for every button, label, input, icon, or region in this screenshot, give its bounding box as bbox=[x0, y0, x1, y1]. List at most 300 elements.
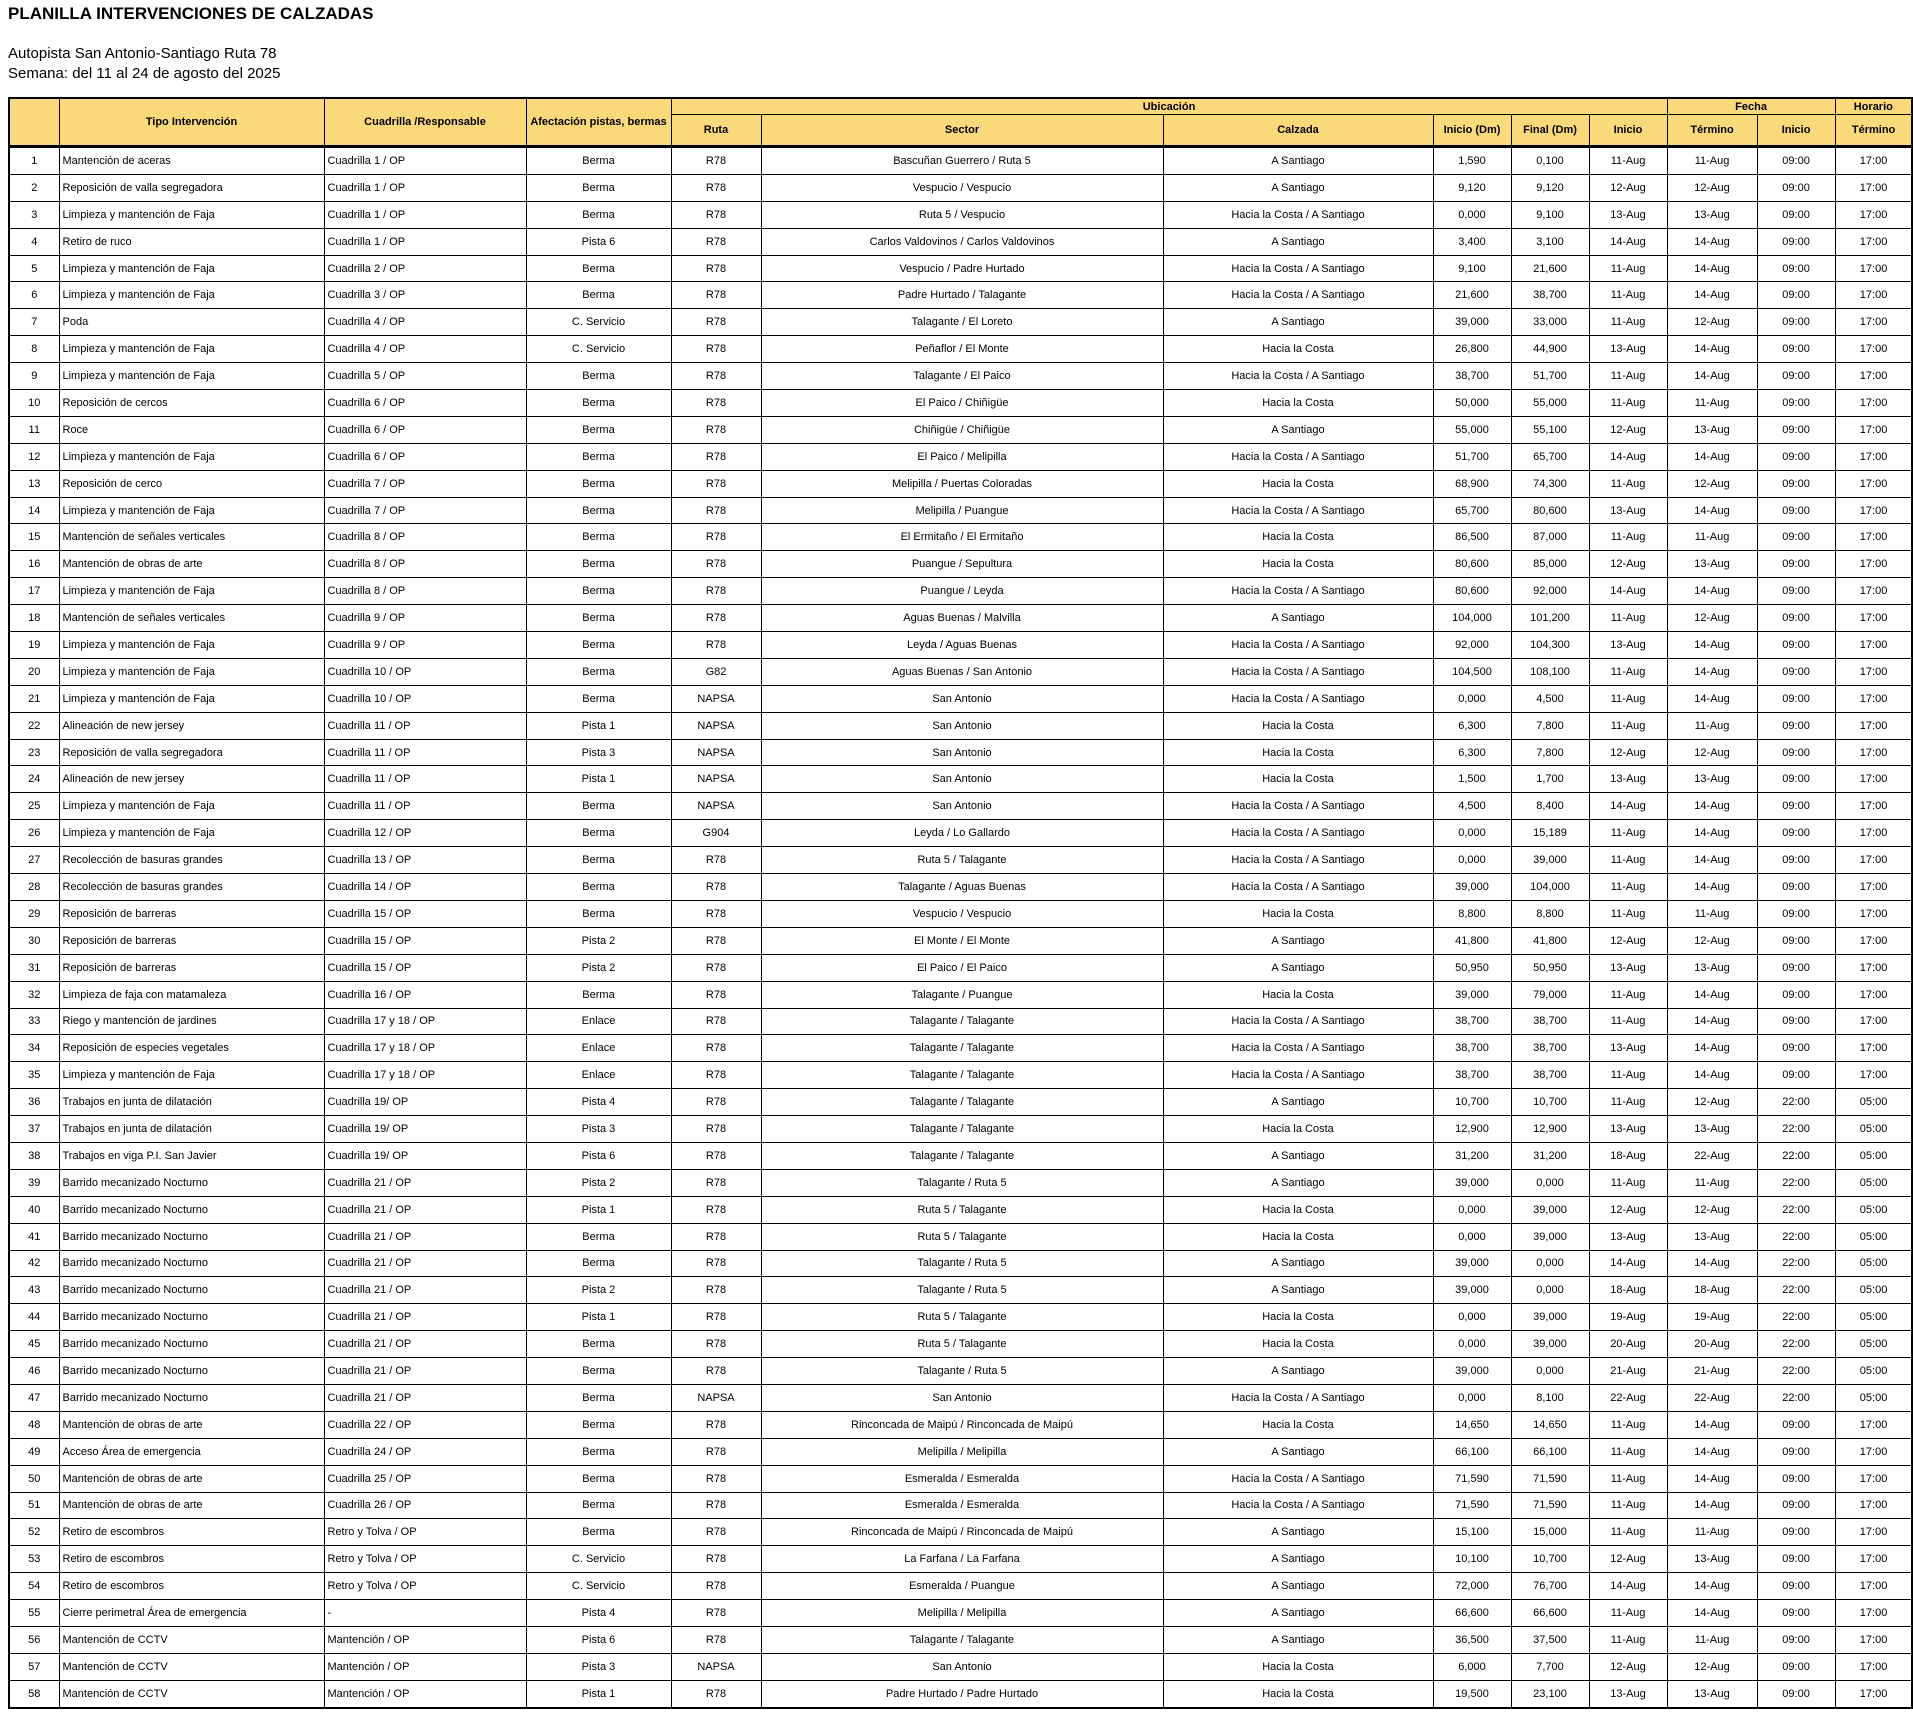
cell-ruta: R78 bbox=[671, 336, 761, 363]
table-row bbox=[9, 1384, 1912, 1411]
cell-sector: El Ermitaño / El Ermitaño bbox=[761, 524, 1163, 551]
cell-afectacion: Berma bbox=[526, 1519, 671, 1546]
cell-afectacion: C. Servicio bbox=[526, 1546, 671, 1573]
cell-row-number: 8 bbox=[9, 336, 59, 363]
cell-ruta: R78 bbox=[671, 1169, 761, 1196]
cell-fecha-inicio: 11-Aug bbox=[1589, 363, 1667, 390]
header-tipo-intervencion: Tipo Intervención bbox=[59, 98, 324, 147]
cell-row-number: 27 bbox=[9, 847, 59, 874]
cell-calzada: A Santiago bbox=[1163, 1358, 1433, 1385]
cell-hora-termino: 17:00 bbox=[1835, 147, 1912, 175]
cell-inicio-dm: 1,500 bbox=[1433, 766, 1511, 793]
cell-inicio-dm: 0,000 bbox=[1433, 685, 1511, 712]
cell-fecha-termino: 14-Aug bbox=[1667, 685, 1757, 712]
cell-ruta: R78 bbox=[671, 282, 761, 309]
page-subtitle-week: Semana: del 11 al 24 de agosto del 2025 bbox=[8, 65, 281, 82]
cell-row-number: 43 bbox=[9, 1277, 59, 1304]
cell-fecha-termino: 12-Aug bbox=[1667, 1196, 1757, 1223]
cell-hora-inicio: 09:00 bbox=[1757, 1600, 1835, 1627]
cell-fecha-inicio: 11-Aug bbox=[1589, 1465, 1667, 1492]
cell-ruta: R78 bbox=[671, 1008, 761, 1035]
cell-calzada: A Santiago bbox=[1163, 1546, 1433, 1573]
cell-inicio-dm: 39,000 bbox=[1433, 1358, 1511, 1385]
cell-final-dm: 108,100 bbox=[1511, 658, 1589, 685]
table-row bbox=[9, 1492, 1912, 1519]
cell-cuadrilla: - bbox=[324, 1600, 526, 1627]
cell-hora-termino: 17:00 bbox=[1835, 309, 1912, 336]
cell-inicio-dm: 38,700 bbox=[1433, 1008, 1511, 1035]
cell-inicio-dm: 12,900 bbox=[1433, 1116, 1511, 1143]
cell-cuadrilla: Cuadrilla 19/ OP bbox=[324, 1089, 526, 1116]
cell-tipo-intervencion: Mantención de obras de arte bbox=[59, 1465, 324, 1492]
cell-hora-termino: 17:00 bbox=[1835, 1519, 1912, 1546]
cell-fecha-termino: 12-Aug bbox=[1667, 927, 1757, 954]
cell-sector: San Antonio bbox=[761, 1653, 1163, 1680]
cell-final-dm: 38,700 bbox=[1511, 1062, 1589, 1089]
cell-hora-termino: 05:00 bbox=[1835, 1142, 1912, 1169]
header-fecha-inicio: Inicio bbox=[1589, 115, 1667, 147]
table-row bbox=[9, 900, 1912, 927]
cell-sector: Leyda / Aguas Buenas bbox=[761, 632, 1163, 659]
cell-tipo-intervencion: Mantención de obras de arte bbox=[59, 551, 324, 578]
header-cuadrilla: Cuadrilla /Responsable bbox=[324, 98, 526, 147]
cell-hora-termino: 17:00 bbox=[1835, 524, 1912, 551]
header-ruta: Ruta bbox=[671, 115, 761, 147]
cell-final-dm: 37,500 bbox=[1511, 1626, 1589, 1653]
cell-fecha-termino: 12-Aug bbox=[1667, 309, 1757, 336]
cell-afectacion: Berma bbox=[526, 551, 671, 578]
cell-cuadrilla: Cuadrilla 5 / OP bbox=[324, 363, 526, 390]
cell-sector: Padre Hurtado / Padre Hurtado bbox=[761, 1680, 1163, 1707]
cell-hora-inicio: 22:00 bbox=[1757, 1116, 1835, 1143]
cell-row-number: 44 bbox=[9, 1304, 59, 1331]
cell-calzada: A Santiago bbox=[1163, 1600, 1433, 1627]
table-row bbox=[9, 766, 1912, 793]
cell-cuadrilla: Cuadrilla 15 / OP bbox=[324, 927, 526, 954]
table-row bbox=[9, 1680, 1912, 1707]
cell-row-number: 11 bbox=[9, 416, 59, 443]
cell-tipo-intervencion: Barrido mecanizado Nocturno bbox=[59, 1358, 324, 1385]
cell-row-number: 30 bbox=[9, 927, 59, 954]
cell-ruta: NAPSA bbox=[671, 712, 761, 739]
table-row bbox=[9, 981, 1912, 1008]
table-row bbox=[9, 685, 1912, 712]
table-row bbox=[9, 1411, 1912, 1438]
cell-calzada: Hacia la Costa / A Santiago bbox=[1163, 282, 1433, 309]
cell-calzada: Hacia la Costa / A Santiago bbox=[1163, 363, 1433, 390]
cell-row-number: 41 bbox=[9, 1223, 59, 1250]
cell-fecha-termino: 11-Aug bbox=[1667, 390, 1757, 417]
cell-ruta: R78 bbox=[671, 255, 761, 282]
cell-final-dm: 0,000 bbox=[1511, 1358, 1589, 1385]
cell-tipo-intervencion: Barrido mecanizado Nocturno bbox=[59, 1304, 324, 1331]
cell-hora-inicio: 09:00 bbox=[1757, 685, 1835, 712]
cell-tipo-intervencion: Barrido mecanizado Nocturno bbox=[59, 1277, 324, 1304]
cell-inicio-dm: 31,200 bbox=[1433, 1142, 1511, 1169]
cell-hora-inicio: 09:00 bbox=[1757, 1465, 1835, 1492]
cell-afectacion: Pista 1 bbox=[526, 712, 671, 739]
cell-calzada: A Santiago bbox=[1163, 1626, 1433, 1653]
cell-cuadrilla: Cuadrilla 17 y 18 / OP bbox=[324, 1062, 526, 1089]
cell-cuadrilla: Mantención / OP bbox=[324, 1626, 526, 1653]
cell-sector: Talagante / Ruta 5 bbox=[761, 1358, 1163, 1385]
cell-afectacion: Berma bbox=[526, 1331, 671, 1358]
cell-fecha-termino: 14-Aug bbox=[1667, 255, 1757, 282]
table-row bbox=[9, 524, 1912, 551]
interventions-table bbox=[8, 97, 1913, 1709]
cell-inicio-dm: 104,500 bbox=[1433, 658, 1511, 685]
cell-ruta: R78 bbox=[671, 1062, 761, 1089]
cell-sector: Chiñigüe / Chiñigüe bbox=[761, 416, 1163, 443]
cell-hora-termino: 05:00 bbox=[1835, 1358, 1912, 1385]
cell-hora-termino: 17:00 bbox=[1835, 255, 1912, 282]
cell-row-number: 13 bbox=[9, 470, 59, 497]
cell-ruta: R78 bbox=[671, 1519, 761, 1546]
cell-sector: El Paico / Melipilla bbox=[761, 443, 1163, 470]
cell-fecha-termino: 11-Aug bbox=[1667, 1169, 1757, 1196]
cell-final-dm: 0,000 bbox=[1511, 1277, 1589, 1304]
cell-sector: Peñaflor / El Monte bbox=[761, 336, 1163, 363]
cell-row-number: 22 bbox=[9, 712, 59, 739]
cell-fecha-inicio: 21-Aug bbox=[1589, 1358, 1667, 1385]
cell-cuadrilla: Cuadrilla 14 / OP bbox=[324, 874, 526, 901]
cell-fecha-inicio: 11-Aug bbox=[1589, 820, 1667, 847]
cell-calzada: Hacia la Costa / A Santiago bbox=[1163, 497, 1433, 524]
cell-hora-inicio: 09:00 bbox=[1757, 1573, 1835, 1600]
cell-inicio-dm: 10,100 bbox=[1433, 1546, 1511, 1573]
cell-ruta: R78 bbox=[671, 1465, 761, 1492]
cell-final-dm: 9,120 bbox=[1511, 174, 1589, 201]
cell-sector: Talagante / Ruta 5 bbox=[761, 1277, 1163, 1304]
cell-row-number: 36 bbox=[9, 1089, 59, 1116]
cell-cuadrilla: Cuadrilla 6 / OP bbox=[324, 443, 526, 470]
cell-fecha-inicio: 12-Aug bbox=[1589, 739, 1667, 766]
cell-afectacion: Pista 1 bbox=[526, 1196, 671, 1223]
cell-fecha-inicio: 11-Aug bbox=[1589, 605, 1667, 632]
table-row bbox=[9, 1438, 1912, 1465]
cell-final-dm: 12,900 bbox=[1511, 1116, 1589, 1143]
cell-hora-inicio: 09:00 bbox=[1757, 847, 1835, 874]
cell-ruta: R78 bbox=[671, 416, 761, 443]
cell-row-number: 3 bbox=[9, 201, 59, 228]
cell-cuadrilla: Cuadrilla 10 / OP bbox=[324, 658, 526, 685]
table-row bbox=[9, 793, 1912, 820]
cell-row-number: 42 bbox=[9, 1250, 59, 1277]
cell-tipo-intervencion: Reposición de cercos bbox=[59, 390, 324, 417]
cell-ruta: R78 bbox=[671, 954, 761, 981]
cell-ruta: R78 bbox=[671, 1358, 761, 1385]
cell-cuadrilla: Cuadrilla 8 / OP bbox=[324, 551, 526, 578]
cell-hora-inicio: 09:00 bbox=[1757, 309, 1835, 336]
cell-final-dm: 85,000 bbox=[1511, 551, 1589, 578]
cell-hora-termino: 17:00 bbox=[1835, 578, 1912, 605]
cell-fecha-termino: 14-Aug bbox=[1667, 228, 1757, 255]
cell-tipo-intervencion: Barrido mecanizado Nocturno bbox=[59, 1196, 324, 1223]
cell-cuadrilla: Retro y Tolva / OP bbox=[324, 1546, 526, 1573]
cell-cuadrilla: Cuadrilla 21 / OP bbox=[324, 1169, 526, 1196]
cell-afectacion: Berma bbox=[526, 470, 671, 497]
cell-fecha-inicio: 13-Aug bbox=[1589, 632, 1667, 659]
table-row bbox=[9, 1196, 1912, 1223]
cell-final-dm: 1,700 bbox=[1511, 766, 1589, 793]
header-ubicacion: Ubicación bbox=[671, 98, 1667, 115]
cell-final-dm: 7,700 bbox=[1511, 1653, 1589, 1680]
cell-fecha-inicio: 11-Aug bbox=[1589, 282, 1667, 309]
cell-sector: Talagante / Talagante bbox=[761, 1142, 1163, 1169]
cell-hora-inicio: 09:00 bbox=[1757, 282, 1835, 309]
cell-hora-termino: 17:00 bbox=[1835, 954, 1912, 981]
cell-ruta: R78 bbox=[671, 1331, 761, 1358]
cell-final-dm: 15,189 bbox=[1511, 820, 1589, 847]
cell-fecha-inicio: 11-Aug bbox=[1589, 524, 1667, 551]
table-row bbox=[9, 309, 1912, 336]
cell-fecha-termino: 12-Aug bbox=[1667, 470, 1757, 497]
cell-sector: Talagante / Aguas Buenas bbox=[761, 874, 1163, 901]
cell-cuadrilla: Cuadrilla 19/ OP bbox=[324, 1142, 526, 1169]
cell-cuadrilla: Retro y Tolva / OP bbox=[324, 1573, 526, 1600]
cell-hora-inicio: 09:00 bbox=[1757, 900, 1835, 927]
cell-final-dm: 44,900 bbox=[1511, 336, 1589, 363]
cell-final-dm: 51,700 bbox=[1511, 363, 1589, 390]
cell-row-number: 49 bbox=[9, 1438, 59, 1465]
table-row bbox=[9, 1304, 1912, 1331]
cell-sector: Leyda / Lo Gallardo bbox=[761, 820, 1163, 847]
cell-afectacion: Berma bbox=[526, 416, 671, 443]
table-row bbox=[9, 578, 1912, 605]
cell-cuadrilla: Cuadrilla 1 / OP bbox=[324, 201, 526, 228]
cell-hora-termino: 17:00 bbox=[1835, 443, 1912, 470]
cell-tipo-intervencion: Recolección de basuras grandes bbox=[59, 847, 324, 874]
table-row bbox=[9, 228, 1912, 255]
cell-inicio-dm: 55,000 bbox=[1433, 416, 1511, 443]
cell-final-dm: 39,000 bbox=[1511, 1304, 1589, 1331]
cell-calzada: A Santiago bbox=[1163, 1438, 1433, 1465]
cell-sector: Ruta 5 / Talagante bbox=[761, 1304, 1163, 1331]
cell-fecha-inicio: 13-Aug bbox=[1589, 497, 1667, 524]
cell-hora-inicio: 09:00 bbox=[1757, 793, 1835, 820]
table-row bbox=[9, 551, 1912, 578]
cell-hora-inicio: 22:00 bbox=[1757, 1304, 1835, 1331]
cell-fecha-termino: 19-Aug bbox=[1667, 1304, 1757, 1331]
cell-afectacion: Pista 3 bbox=[526, 739, 671, 766]
cell-inicio-dm: 0,000 bbox=[1433, 820, 1511, 847]
cell-fecha-termino: 11-Aug bbox=[1667, 712, 1757, 739]
cell-sector: Talagante / Talagante bbox=[761, 1626, 1163, 1653]
cell-tipo-intervencion: Barrido mecanizado Nocturno bbox=[59, 1223, 324, 1250]
cell-row-number: 40 bbox=[9, 1196, 59, 1223]
table-row bbox=[9, 255, 1912, 282]
cell-hora-inicio: 09:00 bbox=[1757, 605, 1835, 632]
cell-row-number: 58 bbox=[9, 1680, 59, 1707]
cell-tipo-intervencion: Trabajos en junta de dilatación bbox=[59, 1116, 324, 1143]
cell-afectacion: Pista 6 bbox=[526, 1626, 671, 1653]
table-row bbox=[9, 927, 1912, 954]
header-hora-inicio: Inicio bbox=[1757, 115, 1835, 147]
cell-fecha-termino: 14-Aug bbox=[1667, 847, 1757, 874]
cell-fecha-termino: 13-Aug bbox=[1667, 201, 1757, 228]
cell-inicio-dm: 65,700 bbox=[1433, 497, 1511, 524]
cell-hora-inicio: 22:00 bbox=[1757, 1250, 1835, 1277]
cell-tipo-intervencion: Reposición de especies vegetales bbox=[59, 1035, 324, 1062]
cell-ruta: R78 bbox=[671, 1196, 761, 1223]
cell-calzada: Hacia la Costa / A Santiago bbox=[1163, 685, 1433, 712]
cell-inicio-dm: 0,000 bbox=[1433, 1223, 1511, 1250]
cell-sector: Rinconcada de Maipú / Rinconcada de Maipú bbox=[761, 1411, 1163, 1438]
table-row bbox=[9, 416, 1912, 443]
header-horario: Horario bbox=[1835, 98, 1912, 115]
cell-tipo-intervencion: Mantención de CCTV bbox=[59, 1653, 324, 1680]
cell-tipo-intervencion: Mantención de señales verticales bbox=[59, 524, 324, 551]
cell-tipo-intervencion: Reposición de valla segregadora bbox=[59, 739, 324, 766]
cell-fecha-termino: 21-Aug bbox=[1667, 1358, 1757, 1385]
cell-hora-inicio: 09:00 bbox=[1757, 390, 1835, 417]
cell-hora-inicio: 09:00 bbox=[1757, 524, 1835, 551]
cell-final-dm: 7,800 bbox=[1511, 712, 1589, 739]
cell-sector: Ruta 5 / Talagante bbox=[761, 1331, 1163, 1358]
table-row bbox=[9, 390, 1912, 417]
cell-calzada: A Santiago bbox=[1163, 309, 1433, 336]
cell-hora-termino: 17:00 bbox=[1835, 201, 1912, 228]
cell-fecha-inicio: 12-Aug bbox=[1589, 927, 1667, 954]
cell-afectacion: Pista 4 bbox=[526, 1089, 671, 1116]
cell-fecha-termino: 14-Aug bbox=[1667, 658, 1757, 685]
cell-calzada: Hacia la Costa bbox=[1163, 739, 1433, 766]
cell-cuadrilla: Cuadrilla 8 / OP bbox=[324, 578, 526, 605]
cell-row-number: 2 bbox=[9, 174, 59, 201]
cell-final-dm: 66,100 bbox=[1511, 1438, 1589, 1465]
cell-hora-inicio: 09:00 bbox=[1757, 1438, 1835, 1465]
cell-calzada: A Santiago bbox=[1163, 147, 1433, 175]
cell-final-dm: 0,000 bbox=[1511, 1250, 1589, 1277]
cell-hora-inicio: 09:00 bbox=[1757, 1062, 1835, 1089]
cell-row-number: 7 bbox=[9, 309, 59, 336]
cell-fecha-inicio: 11-Aug bbox=[1589, 685, 1667, 712]
cell-inicio-dm: 3,400 bbox=[1433, 228, 1511, 255]
cell-ruta: R78 bbox=[671, 228, 761, 255]
cell-afectacion: Berma bbox=[526, 820, 671, 847]
cell-fecha-inicio: 11-Aug bbox=[1589, 712, 1667, 739]
cell-hora-termino: 17:00 bbox=[1835, 685, 1912, 712]
cell-hora-inicio: 22:00 bbox=[1757, 1196, 1835, 1223]
cell-inicio-dm: 26,800 bbox=[1433, 336, 1511, 363]
cell-cuadrilla: Cuadrilla 15 / OP bbox=[324, 954, 526, 981]
cell-ruta: R78 bbox=[671, 578, 761, 605]
cell-fecha-termino: 13-Aug bbox=[1667, 1546, 1757, 1573]
cell-fecha-termino: 13-Aug bbox=[1667, 766, 1757, 793]
cell-tipo-intervencion: Limpieza y mantención de Faja bbox=[59, 255, 324, 282]
cell-cuadrilla: Cuadrilla 17 y 18 / OP bbox=[324, 1008, 526, 1035]
cell-ruta: R78 bbox=[671, 551, 761, 578]
cell-hora-termino: 17:00 bbox=[1835, 363, 1912, 390]
cell-final-dm: 104,000 bbox=[1511, 874, 1589, 901]
cell-hora-termino: 17:00 bbox=[1835, 793, 1912, 820]
cell-fecha-inicio: 11-Aug bbox=[1589, 874, 1667, 901]
cell-afectacion: Berma bbox=[526, 874, 671, 901]
cell-fecha-inicio: 11-Aug bbox=[1589, 1492, 1667, 1519]
cell-inicio-dm: 6,300 bbox=[1433, 712, 1511, 739]
cell-ruta: R78 bbox=[671, 1411, 761, 1438]
cell-inicio-dm: 15,100 bbox=[1433, 1519, 1511, 1546]
cell-sector: El Paico / El Paico bbox=[761, 954, 1163, 981]
cell-fecha-termino: 11-Aug bbox=[1667, 1519, 1757, 1546]
cell-afectacion: Berma bbox=[526, 793, 671, 820]
table-row bbox=[9, 1035, 1912, 1062]
table-row bbox=[9, 1600, 1912, 1627]
cell-row-number: 51 bbox=[9, 1492, 59, 1519]
cell-fecha-inicio: 13-Aug bbox=[1589, 1035, 1667, 1062]
table-row bbox=[9, 847, 1912, 874]
cell-hora-termino: 17:00 bbox=[1835, 1653, 1912, 1680]
cell-inicio-dm: 9,100 bbox=[1433, 255, 1511, 282]
cell-inicio-dm: 39,000 bbox=[1433, 981, 1511, 1008]
cell-fecha-termino: 14-Aug bbox=[1667, 1573, 1757, 1600]
cell-hora-inicio: 09:00 bbox=[1757, 497, 1835, 524]
cell-row-number: 18 bbox=[9, 605, 59, 632]
header-hora-termino: Término bbox=[1835, 115, 1912, 147]
cell-sector: Melipilla / Melipilla bbox=[761, 1438, 1163, 1465]
table-row bbox=[9, 874, 1912, 901]
cell-sector: Rinconcada de Maipú / Rinconcada de Maipú bbox=[761, 1519, 1163, 1546]
cell-afectacion: Pista 6 bbox=[526, 1142, 671, 1169]
cell-row-number: 37 bbox=[9, 1116, 59, 1143]
cell-hora-inicio: 09:00 bbox=[1757, 1546, 1835, 1573]
cell-final-dm: 10,700 bbox=[1511, 1089, 1589, 1116]
cell-tipo-intervencion: Reposición de barreras bbox=[59, 927, 324, 954]
cell-sector: San Antonio bbox=[761, 793, 1163, 820]
cell-fecha-inicio: 11-Aug bbox=[1589, 390, 1667, 417]
cell-ruta: NAPSA bbox=[671, 685, 761, 712]
cell-fecha-termino: 14-Aug bbox=[1667, 1008, 1757, 1035]
cell-fecha-inicio: 12-Aug bbox=[1589, 174, 1667, 201]
cell-fecha-inicio: 14-Aug bbox=[1589, 578, 1667, 605]
cell-fecha-termino: 13-Aug bbox=[1667, 551, 1757, 578]
cell-ruta: R78 bbox=[671, 1492, 761, 1519]
cell-afectacion: Enlace bbox=[526, 1008, 671, 1035]
cell-fecha-termino: 14-Aug bbox=[1667, 874, 1757, 901]
cell-afectacion: Pista 1 bbox=[526, 766, 671, 793]
cell-final-dm: 55,000 bbox=[1511, 390, 1589, 417]
cell-final-dm: 104,300 bbox=[1511, 632, 1589, 659]
cell-hora-termino: 05:00 bbox=[1835, 1169, 1912, 1196]
cell-cuadrilla: Cuadrilla 4 / OP bbox=[324, 336, 526, 363]
cell-inicio-dm: 9,120 bbox=[1433, 174, 1511, 201]
cell-hora-termino: 17:00 bbox=[1835, 1411, 1912, 1438]
cell-fecha-inicio: 11-Aug bbox=[1589, 1411, 1667, 1438]
table-row bbox=[9, 147, 1912, 175]
cell-tipo-intervencion: Limpieza y mantención de Faja bbox=[59, 793, 324, 820]
cell-inicio-dm: 0,000 bbox=[1433, 847, 1511, 874]
cell-cuadrilla: Cuadrilla 17 y 18 / OP bbox=[324, 1035, 526, 1062]
cell-row-number: 24 bbox=[9, 766, 59, 793]
table-row bbox=[9, 1142, 1912, 1169]
cell-hora-inicio: 09:00 bbox=[1757, 578, 1835, 605]
cell-afectacion: Berma bbox=[526, 578, 671, 605]
cell-fecha-inicio: 11-Aug bbox=[1589, 1008, 1667, 1035]
cell-hora-termino: 17:00 bbox=[1835, 927, 1912, 954]
cell-fecha-inicio: 13-Aug bbox=[1589, 766, 1667, 793]
cell-inicio-dm: 8,800 bbox=[1433, 900, 1511, 927]
cell-hora-termino: 17:00 bbox=[1835, 1438, 1912, 1465]
cell-final-dm: 7,800 bbox=[1511, 739, 1589, 766]
cell-row-number: 31 bbox=[9, 954, 59, 981]
cell-afectacion: Berma bbox=[526, 981, 671, 1008]
cell-ruta: NAPSA bbox=[671, 739, 761, 766]
header-inicio-dm: Inicio (Dm) bbox=[1433, 115, 1511, 147]
cell-hora-inicio: 09:00 bbox=[1757, 1035, 1835, 1062]
cell-row-number: 45 bbox=[9, 1331, 59, 1358]
cell-inicio-dm: 72,000 bbox=[1433, 1573, 1511, 1600]
cell-inicio-dm: 14,650 bbox=[1433, 1411, 1511, 1438]
